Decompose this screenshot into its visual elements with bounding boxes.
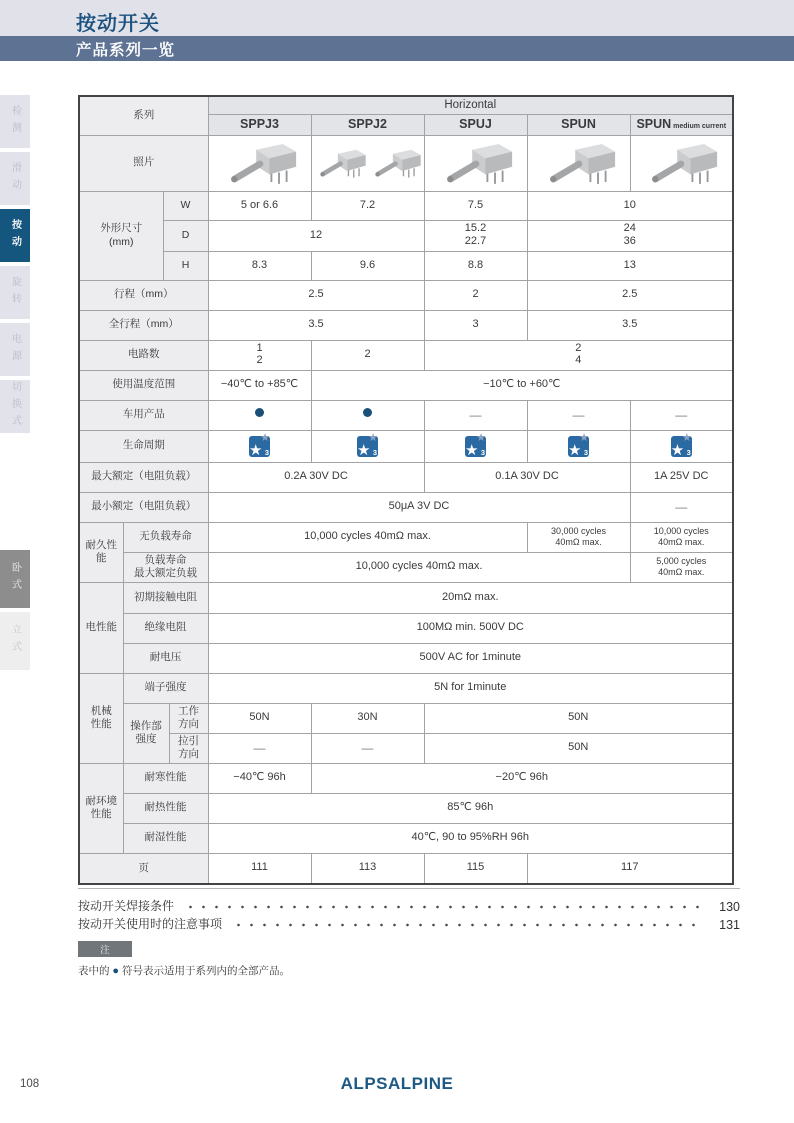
row-label: 耐环境 性能 (79, 763, 123, 853)
star-icon: ★ (465, 441, 479, 459)
star-ghost-icon: ★ (476, 431, 486, 444)
spec-table (78, 95, 734, 885)
index-link[interactable] (78, 914, 740, 932)
subtitle-text: 产品系列一览 (76, 42, 176, 59)
series-header: SPPJ2 (311, 114, 424, 135)
row-label: 电路数 (79, 340, 208, 370)
star-ghost-icon: ★ (579, 431, 589, 444)
row-label: 全行程（mm） (79, 310, 208, 340)
table-row (79, 430, 733, 462)
series-header: SPUN medium current (630, 114, 733, 135)
note-badge: 注 (78, 941, 132, 957)
series-header: SPUN (527, 114, 630, 135)
table-row (79, 191, 733, 220)
table-row (79, 733, 733, 763)
lifecycle-cell (527, 430, 630, 462)
spec-value-cell: 0.1A 30V DC (424, 462, 630, 492)
sidebar-tab-电源: 电源 (0, 323, 30, 376)
photo-cell (208, 135, 311, 191)
spec-value-cell: 117 (527, 853, 733, 884)
table-row (79, 613, 733, 643)
not-applicable-cell: — (630, 400, 733, 430)
car-product-dot-icon (363, 408, 372, 417)
spec-value-cell: 20mΩ max. (208, 582, 733, 613)
photo-cell (630, 135, 733, 191)
row-label: 行程（mm） (79, 280, 208, 310)
row-label: 耐寒性能 (123, 763, 208, 793)
lifecycle-cell (208, 430, 311, 462)
spec-value-cell: 85℃ 96h (208, 793, 733, 823)
spec-value-cell: 111 (208, 853, 311, 884)
spec-value-cell: 9.6 (311, 251, 424, 280)
table-row (79, 673, 733, 703)
product-photo (369, 147, 422, 179)
spec-value-cell: 13 (527, 251, 733, 280)
table-row (79, 340, 733, 370)
spec-value-cell: 7.5 (424, 191, 527, 220)
spec-value-cell: 3.5 (527, 310, 733, 340)
row-label: H (163, 251, 208, 280)
index-link-page: 131 (719, 918, 740, 932)
table-row (79, 522, 733, 552)
spec-value-cell: 2.5 (527, 280, 733, 310)
spec-value-cell: −20℃ 96h (311, 763, 733, 793)
photo-cell (527, 135, 630, 191)
spec-value-cell: 50N (424, 703, 733, 733)
not-applicable-cell: — (630, 492, 733, 522)
car-product-cell (311, 400, 424, 430)
star-icon: ★ (568, 441, 582, 459)
lifecycle-cell (424, 430, 527, 462)
spec-value-cell: 5 or 6.6 (208, 191, 311, 220)
row-label: 外形尺寸 (mm) (79, 191, 163, 280)
spec-value-cell: 7.2 (311, 191, 424, 220)
table-row (79, 280, 733, 310)
spec-value-cell: 8.3 (208, 251, 311, 280)
spec-value-cell: 15.2 22.7 (424, 220, 527, 251)
lifecycle-badge: ★ ★ 3 (465, 431, 486, 459)
row-label: 使用温度范围 (79, 370, 208, 400)
spec-value-cell: 500V AC for 1minute (208, 643, 733, 673)
row-label: 负载寿命 最大额定负载 (123, 552, 208, 582)
table-row (79, 703, 733, 733)
index-link-label: 按动开关使用时的注意事项 (78, 917, 223, 931)
spec-value-cell: −40℃ to +85℃ (208, 370, 311, 400)
table-row (79, 643, 733, 673)
series-header: SPPJ3 (208, 114, 311, 135)
product-photo (438, 140, 514, 186)
orientation-header: Horizontal (208, 96, 733, 114)
dot-leader (232, 919, 702, 931)
row-label: 初期接触电阻 (123, 582, 208, 613)
sidebar-tab-旋转: 旋转 (0, 266, 30, 319)
index-link-label: 按动开关焊接条件 (78, 899, 175, 913)
spec-value-cell: 30N (311, 703, 424, 733)
row-label: 车用产品 (79, 400, 208, 430)
sidebar-tab-切换式: 切换式 (0, 380, 30, 433)
footer-page-number: 108 (20, 1078, 40, 1090)
spec-value-cell: 1 2 (208, 340, 311, 370)
row-label: 页 (79, 853, 208, 884)
index-link-page: 130 (719, 900, 740, 914)
table-row (79, 220, 733, 251)
spec-value-cell: 2.5 (208, 280, 424, 310)
alpsalpine-logo: ALPSALPINE (340, 1074, 454, 1093)
product-photo (222, 140, 298, 186)
lifecycle-badge: ★ ★ 3 (670, 431, 692, 459)
note-block (78, 940, 290, 978)
row-label: 生命周期 (79, 430, 208, 462)
table-row (79, 400, 733, 430)
row-label: 耐热性能 (123, 793, 208, 823)
lifecycle-badge: ★ ★ 3 (249, 431, 270, 459)
star-ghost-icon: ★ (260, 431, 270, 444)
spec-value-cell: −40℃ 96h (208, 763, 311, 793)
star-icon: ★ (670, 441, 685, 459)
spec-value-cell: 115 (424, 853, 527, 884)
row-label: 端子强度 (123, 673, 208, 703)
star-ghost-icon: ★ (681, 431, 692, 444)
spec-value-cell: 50μA 3V DC (208, 492, 630, 522)
row-label: 机械 性能 (79, 673, 123, 763)
spec-value-cell: 2 (311, 340, 424, 370)
not-applicable-cell: — (208, 733, 311, 763)
spec-value-cell: 5,000 cycles 40mΩ max. (630, 552, 733, 582)
spec-value-cell: 3.5 (208, 310, 424, 340)
row-label: 操作部 强度 (123, 703, 169, 763)
spec-value-cell: 50N (208, 703, 311, 733)
table-row (79, 310, 733, 340)
lifecycle-badge: ★ ★ 3 (357, 431, 378, 459)
product-photo (314, 147, 367, 179)
spec-value-cell: 10,000 cycles 40mΩ max. (630, 522, 733, 552)
index-links (78, 888, 740, 932)
row-label: 最小额定（电阻负载） (79, 492, 208, 522)
row-label: 最大额定（电阻负载） (79, 462, 208, 492)
table-row (79, 492, 733, 522)
row-label: 绝缘电阻 (123, 613, 208, 643)
photo-cell (311, 135, 424, 191)
table-row (79, 763, 733, 793)
spec-value-cell: 12 (208, 220, 424, 251)
table-row (79, 251, 733, 280)
table-row (79, 96, 733, 114)
product-photo (541, 140, 617, 186)
spec-table-wrap (78, 95, 734, 885)
spec-value-cell: 5N for 1minute (208, 673, 733, 703)
spec-value-cell: 30,000 cycles 40mΩ max. (527, 522, 630, 552)
spec-value-cell: −10℃ to +60℃ (311, 370, 733, 400)
dot-leader (184, 901, 702, 913)
row-label: 耐久性能 (79, 522, 123, 582)
car-product-cell (208, 400, 311, 430)
spec-value-cell: 24 36 (527, 220, 733, 251)
spec-value-cell: 0.2A 30V DC (208, 462, 424, 492)
spec-value-cell: 113 (311, 853, 424, 884)
spec-value-cell: 3 (424, 310, 527, 340)
table-row (79, 823, 733, 853)
lifecycle-cell (311, 430, 424, 462)
spec-value-cell: 10,000 cycles 40mΩ max. (208, 552, 630, 582)
table-row (79, 582, 733, 613)
row-label: W (163, 191, 208, 220)
row-label: 系列 (79, 96, 208, 135)
not-applicable-cell: — (527, 400, 630, 430)
photo-cell (424, 135, 527, 191)
not-applicable-cell: — (311, 733, 424, 763)
table-row (79, 370, 733, 400)
row-label: 照片 (79, 135, 208, 191)
sidebar-tab-检测: 检测 (0, 95, 30, 148)
row-label: 电性能 (79, 582, 123, 673)
star-icon: ★ (357, 441, 371, 459)
row-label: 无负载寿命 (123, 522, 208, 552)
sidebar-tab-卧式: 卧式 (0, 550, 30, 608)
index-link[interactable] (78, 896, 740, 914)
series-header: SPUJ (424, 114, 527, 135)
product-photo (643, 140, 719, 186)
sidebar-tab-滑动: 滑动 (0, 152, 30, 205)
table-row (79, 793, 733, 823)
spec-value-cell: 2 4 (424, 340, 733, 370)
spec-value-cell: 2 (424, 280, 527, 310)
car-product-dot-icon (255, 408, 264, 417)
table-row (79, 462, 733, 492)
row-label: 拉引 方向 (169, 733, 208, 763)
spec-value-cell: 50N (424, 733, 733, 763)
star-icon: ★ (249, 441, 263, 459)
note-text: 表中的 ● 符号表示适用于系列内的全部产品。 (78, 965, 290, 977)
lifecycle-badge: ★ ★ 3 (568, 431, 589, 459)
spec-value-cell: 100MΩ min. 500V DC (208, 613, 733, 643)
bullet-dot-icon: ● (112, 965, 120, 977)
lifecycle-cell (630, 430, 733, 462)
star-ghost-icon: ★ (368, 431, 378, 444)
not-applicable-cell: — (424, 400, 527, 430)
sidebar-tab-按动: 按动 (0, 209, 30, 262)
row-label: 耐电压 (123, 643, 208, 673)
spec-value-cell: 8.8 (424, 251, 527, 280)
spec-value-cell: 40℃, 90 to 95%RH 96h (208, 823, 733, 853)
sidebar-tab-立式: 立式 (0, 612, 30, 670)
spec-value-cell: 10 (527, 191, 733, 220)
row-label: D (163, 220, 208, 251)
table-row (79, 135, 733, 191)
row-label: 工作 方向 (169, 703, 208, 733)
table-row (79, 552, 733, 582)
spec-value-cell: 10,000 cycles 40mΩ max. (208, 522, 527, 552)
row-label: 耐湿性能 (123, 823, 208, 853)
subtitle-bar (0, 36, 794, 61)
table-row (79, 853, 733, 884)
page-title: 按动开关 (76, 13, 160, 35)
spec-value-cell: 1A 25V DC (630, 462, 733, 492)
